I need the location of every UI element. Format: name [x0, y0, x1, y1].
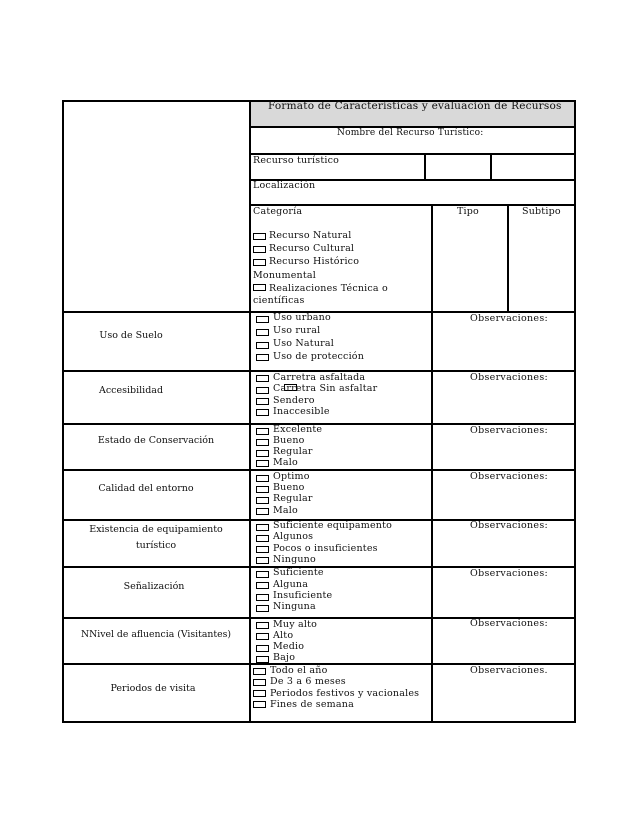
- checkbox[interactable]: [253, 679, 266, 686]
- checkbox[interactable]: [256, 497, 269, 504]
- option-label: Suficiente: [273, 567, 324, 578]
- nombre-label: Nombre del Recurso Turístico:: [337, 128, 484, 138]
- option-label: Carretra asfaltada: [273, 372, 366, 383]
- form-title: Formato de Características y evaluación de Recursos: [268, 100, 562, 112]
- checkbox[interactable]: [256, 508, 269, 515]
- checkbox[interactable]: [256, 475, 269, 482]
- option-label: Fines de semana: [270, 699, 354, 710]
- checkbox[interactable]: [256, 656, 269, 663]
- checkbox[interactable]: [256, 633, 269, 640]
- option-label: Algunos: [273, 531, 314, 542]
- option-label: Carretra Sin asfaltar: [273, 383, 378, 394]
- option-label: Malo: [273, 505, 298, 516]
- checkbox[interactable]: [256, 329, 269, 336]
- option-label: Excelente: [273, 424, 323, 435]
- option-label: Uso rural: [273, 325, 321, 336]
- option-label: Suficiente equipamento: [273, 520, 393, 531]
- checkbox[interactable]: [256, 342, 269, 349]
- checkbox[interactable]: [256, 605, 269, 612]
- section-label: Calidad del entorno: [98, 483, 194, 494]
- realizaciones-text: Realizaciones Técnica o: [269, 283, 388, 294]
- tipo-label: Tipo: [457, 206, 479, 217]
- option-label: Alto: [273, 630, 294, 641]
- option-label: Ninguno: [273, 554, 316, 565]
- section-label: Periodos de visita: [110, 683, 196, 694]
- observaciones-label: Observaciones:: [470, 471, 549, 482]
- checkbox[interactable]: [256, 594, 269, 601]
- checkbox[interactable]: [256, 375, 269, 382]
- categoria-div-tipo: [431, 204, 433, 312]
- border-right: [574, 100, 576, 723]
- checkbox[interactable]: [256, 316, 269, 323]
- checkbox[interactable]: [256, 571, 269, 578]
- observaciones-label: Observaciones:: [470, 425, 549, 436]
- observaciones-label: Observaciones:: [470, 372, 549, 383]
- obs-divider: [431, 311, 433, 723]
- option-label: De 3 a 6 meses: [270, 676, 346, 687]
- checkbox[interactable]: [256, 535, 269, 542]
- checkbox[interactable]: [256, 387, 269, 394]
- checkbox-recurso-historico[interactable]: [253, 259, 266, 266]
- option-label: Uso urbano: [273, 312, 331, 323]
- checkbox[interactable]: [256, 450, 269, 457]
- checkbox-realizaciones[interactable]: [253, 284, 266, 291]
- cientificas-text: científicas: [253, 295, 305, 306]
- option-label: Regular: [273, 493, 313, 504]
- localizacion-label: Localización: [253, 180, 316, 191]
- option-label: Pocos o insuficientes: [273, 543, 378, 554]
- checkbox[interactable]: [253, 701, 266, 708]
- recurso-label: Recurso turístico: [253, 155, 340, 166]
- section-label: Estado de Conservación: [97, 435, 215, 446]
- option-label: Bueno: [273, 482, 305, 493]
- checkbox[interactable]: [256, 557, 269, 564]
- option-label: Recurso Histórico: [269, 256, 360, 267]
- checkbox[interactable]: [256, 409, 269, 416]
- option-label: Todo el año: [270, 665, 328, 676]
- option-label: Bajo: [273, 652, 296, 663]
- checkbox[interactable]: [256, 398, 269, 405]
- checkbox[interactable]: [256, 546, 269, 553]
- categoria-label: Categoría: [253, 206, 303, 217]
- subtipo-label: Subtipo: [522, 206, 561, 217]
- observaciones-label: Observaciones:: [470, 618, 549, 629]
- option-label: Sendero: [273, 395, 315, 406]
- option-label: Muy alto: [273, 619, 318, 630]
- border-bottom: [62, 721, 575, 723]
- option-label: Periodos festivos y vacionales: [270, 688, 420, 699]
- checkbox[interactable]: [256, 524, 269, 531]
- option-label: Optimo: [273, 471, 310, 482]
- option-label: Malo: [273, 457, 298, 468]
- observaciones-label: Observaciones.: [470, 665, 548, 676]
- section-label: Señalización: [123, 581, 185, 592]
- monumental-text: Monumental: [253, 270, 316, 281]
- option-label: Regular: [273, 446, 313, 457]
- option-label: Insuficiente: [273, 590, 333, 601]
- checkbox[interactable]: [256, 428, 269, 435]
- section-label: Uso de Suelo: [99, 330, 163, 341]
- section-label: NNivel de afluencia (Visitantes): [80, 629, 232, 640]
- section-label: Accesibilidad: [98, 385, 164, 396]
- option-label: Recurso Natural: [269, 230, 352, 241]
- checkbox[interactable]: [256, 622, 269, 629]
- checkbox[interactable]: [256, 645, 269, 652]
- recurso-div-1: [424, 153, 426, 180]
- section-label-line2: turístico: [135, 540, 177, 551]
- option-label: Recurso Cultural: [269, 243, 355, 254]
- checkbox[interactable]: [253, 668, 266, 675]
- checkbox[interactable]: [256, 439, 269, 446]
- checkbox[interactable]: [256, 582, 269, 589]
- option-label: Uso de protección: [273, 351, 365, 362]
- categoria-div-subtipo: [507, 204, 509, 312]
- observaciones-label: Observaciones:: [470, 520, 549, 531]
- observaciones-label: Observaciones:: [470, 313, 549, 324]
- option-label: Alguna: [273, 579, 309, 590]
- checkbox[interactable]: [256, 486, 269, 493]
- section-label-line1: Existencia de equipamiento: [89, 524, 223, 535]
- observaciones-label: Observaciones:: [470, 568, 549, 579]
- checkbox[interactable]: [256, 354, 269, 361]
- option-label: Inaccesible: [273, 406, 330, 417]
- recurso-div-2: [490, 153, 492, 180]
- option-label: Uso Natural: [273, 338, 334, 349]
- option-label: Medio: [273, 641, 305, 652]
- checkbox-recurso-natural[interactable]: [253, 233, 266, 240]
- option-label: Bueno: [273, 435, 305, 446]
- divider-main: [249, 100, 251, 723]
- checkbox-recurso-cultural[interactable]: [253, 246, 266, 253]
- checkbox[interactable]: [256, 460, 269, 467]
- checkbox[interactable]: [253, 690, 266, 697]
- option-label: Ninguna: [273, 601, 316, 612]
